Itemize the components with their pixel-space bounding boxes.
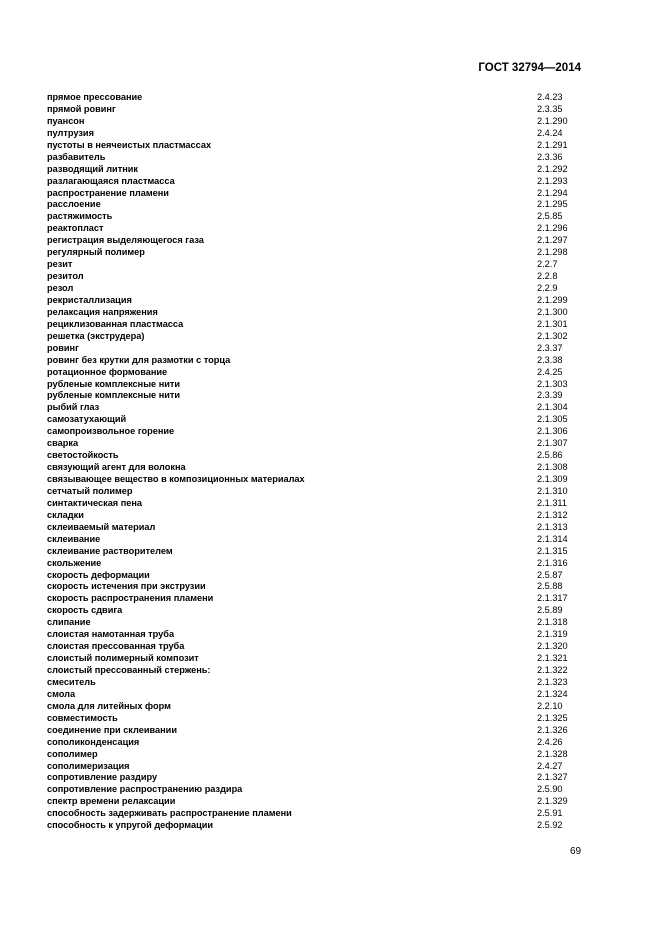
index-ref: 2.1.302 <box>537 330 568 341</box>
index-entry <box>47 689 587 701</box>
index-ref: 2.1.304 <box>537 402 568 413</box>
index-ref: 2.1.329 <box>537 796 568 807</box>
index-term: разбавитель <box>47 151 106 162</box>
index-ref: 2.3.38 <box>537 354 563 365</box>
index-entry <box>47 617 587 629</box>
index-entry <box>47 343 587 355</box>
index-ref: 2.1.317 <box>537 593 568 604</box>
index-entry <box>47 522 587 534</box>
index-entry <box>47 283 587 295</box>
index-entry <box>47 605 587 617</box>
index-ref: 2.1.291 <box>537 139 568 150</box>
index-ref: 2.1.324 <box>537 688 568 699</box>
index-ref: 2.5.88 <box>537 581 563 592</box>
index-term: разводящий литник <box>47 163 138 174</box>
index-entry <box>47 367 587 379</box>
index-entry <box>47 211 587 223</box>
index-term: скольжение <box>47 557 102 568</box>
index-term: решетка (экструдера) <box>47 330 145 341</box>
index-entry <box>47 784 587 796</box>
index-term: сварка <box>47 438 79 449</box>
index-ref: 2.1.309 <box>537 474 568 484</box>
index-term: слоистая намотанная труба <box>47 629 175 640</box>
index-term: сополимер <box>47 748 98 759</box>
index-term: скорость распространения пламени <box>47 593 214 604</box>
index-term: пултрузия <box>47 127 94 138</box>
index-entry <box>47 390 587 402</box>
index-entry <box>47 761 587 773</box>
index-ref: 2.5.85 <box>537 211 563 222</box>
index-term: рубленые комплексные нити <box>47 378 181 389</box>
index-term: прямое прессование <box>47 92 143 102</box>
index-term: способность задерживать распространение пламени <box>47 808 292 819</box>
index-ref: 2.1.319 <box>537 629 568 640</box>
index-entry <box>47 426 587 438</box>
index-ref: 2.1.328 <box>537 748 568 759</box>
index-term: распространение пламени <box>47 187 169 198</box>
index-entry <box>47 355 587 367</box>
index-ref: 2.2.8 <box>537 271 558 282</box>
index-term: слоистый прессованный стержень: <box>47 665 211 675</box>
index-term: рекристаллизация <box>47 294 132 305</box>
index-ref: 2.3.36 <box>537 151 563 162</box>
index-entry <box>47 164 587 176</box>
index-term: самопроизвольное горение <box>47 426 175 437</box>
index-term: слипание <box>47 617 91 628</box>
index-entry <box>47 498 587 510</box>
index-ref: 2.4.23 <box>537 92 563 102</box>
index-entry <box>47 199 587 211</box>
index-entry <box>47 319 587 331</box>
index-term: склеивание растворителем <box>47 545 173 556</box>
index-entry <box>47 581 587 593</box>
index-ref: 2.1.305 <box>537 414 568 425</box>
index-term: смола для литейных форм <box>47 700 171 711</box>
index-term: склеиваемый материал <box>47 521 156 532</box>
index-ref: 2.5.92 <box>537 820 563 831</box>
index-entry <box>47 534 587 546</box>
index-term: скорость сдвига <box>47 605 123 616</box>
index-entry <box>47 796 587 808</box>
index-term: пуансон <box>47 115 85 126</box>
index-entry <box>47 772 587 784</box>
index-entry <box>47 725 587 737</box>
index-ref: 2.3.35 <box>537 103 563 114</box>
index-entry <box>47 116 587 128</box>
index-ref: 2.1.323 <box>537 676 568 687</box>
index-term: складки <box>47 509 84 520</box>
index-entry <box>47 665 587 677</box>
index-entry <box>47 402 587 414</box>
index-term: связующий агент для волокна <box>47 462 186 473</box>
index-ref: 2.1.306 <box>537 426 568 437</box>
index-entry <box>47 438 587 450</box>
index-entry <box>47 701 587 713</box>
index-term: прямой ровинг <box>47 103 116 114</box>
document-header: ГОСТ 32794—2014 <box>478 62 581 74</box>
index-term: сетчатый полимер <box>47 485 133 496</box>
index-term: смола <box>47 688 76 699</box>
index-ref: 2.5.90 <box>537 784 563 795</box>
index-term: регулярный полимер <box>47 247 145 258</box>
index-term: ротационное формование <box>47 366 168 377</box>
index-term: светостойкость <box>47 450 119 461</box>
index-entry <box>47 510 587 522</box>
index-ref: 2.1.321 <box>537 653 568 664</box>
index-ref: 2.1.313 <box>537 521 568 532</box>
index-term: пустоты в неячеистых пластмассах <box>47 139 212 150</box>
index-term: сопротивление распространению раздира <box>47 784 243 795</box>
index-term: разлагающаяся пластмасса <box>47 175 175 186</box>
index-ref: 2.1.293 <box>537 175 568 186</box>
index-ref: 2.1.300 <box>537 306 568 317</box>
index-entry <box>47 641 587 653</box>
index-ref: 2.1.298 <box>537 247 568 258</box>
index-entry <box>47 152 587 164</box>
index-ref: 2.1.301 <box>537 318 568 329</box>
index-term: ровинг <box>47 342 79 353</box>
index-term: сополимеризация <box>47 760 130 771</box>
index-ref: 2.1.322 <box>537 665 568 675</box>
index-term: самозатухающий <box>47 414 127 425</box>
index-ref: 2.4.24 <box>537 127 563 138</box>
index-entry <box>47 474 587 486</box>
index-ref: 2.1.311 <box>537 497 567 508</box>
index-ref: 2.1.312 <box>537 509 568 520</box>
index-entry <box>47 271 587 283</box>
index-term: ровинг без крутки для размотки с торца <box>47 354 231 365</box>
index-ref: 2.1.303 <box>537 378 568 389</box>
index-ref: 2.4.26 <box>537 736 563 747</box>
index-ref: 2.3.39 <box>537 390 563 401</box>
index-ref: 2.1.297 <box>537 235 568 246</box>
index-entry <box>47 677 587 689</box>
index-entry <box>47 140 587 152</box>
index-entry <box>47 92 587 104</box>
index-ref: 2.1.307 <box>537 438 568 449</box>
index-entry <box>47 307 587 319</box>
index-ref: 2.1.325 <box>537 712 568 723</box>
index-entry <box>47 653 587 665</box>
index-term: сопротивление раздиру <box>47 772 158 783</box>
index-term: способность к упругой деформации <box>47 820 214 831</box>
index-ref: 2.4.27 <box>537 760 563 771</box>
index-ref: 2.5.89 <box>537 605 563 616</box>
index-ref: 2.4.25 <box>537 366 563 377</box>
index-term: растяжимость <box>47 211 113 222</box>
index-ref: 2.1.292 <box>537 163 568 174</box>
index-ref: 2.1.327 <box>537 772 568 783</box>
index-term: спектр времени релаксации <box>47 796 176 807</box>
index-ref: 2.1.294 <box>537 187 568 198</box>
index-term: связывающее вещество в композиционных материалах <box>47 474 305 484</box>
index-ref: 2.1.318 <box>537 617 568 628</box>
index-term: регистрация выделяющегося газа <box>47 235 204 246</box>
index-entry <box>47 570 587 582</box>
index-term: скорость деформации <box>47 569 150 580</box>
index-entry <box>47 749 587 761</box>
index-ref: 2.1.295 <box>537 199 568 210</box>
index-ref: 2.1.299 <box>537 294 568 305</box>
index-ref: 2.5.87 <box>537 569 563 580</box>
index-ref: 2.1.326 <box>537 724 568 735</box>
index-ref: 2.1.314 <box>537 533 568 544</box>
page-number: 69 <box>570 846 582 857</box>
index-entry <box>47 331 587 343</box>
index-term: рыбий глаз <box>47 402 100 413</box>
index-term: резит <box>47 259 73 270</box>
index-ref: 2.3.37 <box>537 342 563 353</box>
index-entry <box>47 593 587 605</box>
index-term: скорость истечения при экструзии <box>47 581 206 592</box>
index-entry <box>47 247 587 259</box>
index-entry <box>47 713 587 725</box>
index-entry <box>47 629 587 641</box>
index-term: резол <box>47 283 74 293</box>
index-term: реактопласт <box>47 223 104 234</box>
index-term: рециклизованная пластмасса <box>47 318 184 329</box>
index-ref: 2.1.320 <box>537 641 568 652</box>
index-ref: 2.5.91 <box>537 808 563 819</box>
index-entry <box>47 379 587 391</box>
index-entry <box>47 820 587 832</box>
index-term: склеивание <box>47 533 101 544</box>
index-term: слоистая прессованная труба <box>47 641 185 652</box>
index-term: совместимость <box>47 712 118 723</box>
index-entries-list <box>47 92 587 832</box>
index-ref: 2.1.308 <box>537 462 568 473</box>
index-term: слоистый полимерный композит <box>47 653 199 664</box>
index-term: расслоение <box>47 199 101 210</box>
index-entry <box>47 259 587 271</box>
index-term: рубленые комплексные нити <box>47 390 181 401</box>
index-term: сополиконденсация <box>47 736 140 747</box>
index-entry <box>47 450 587 462</box>
index-term: релаксация напряжения <box>47 306 158 317</box>
index-term: резитол <box>47 271 84 282</box>
index-ref: 2.1.310 <box>537 485 568 496</box>
index-ref: 2.1.296 <box>537 223 568 234</box>
index-entry <box>47 295 587 307</box>
index-entry <box>47 188 587 200</box>
index-term: соединение при склеивании <box>47 724 177 735</box>
index-entry <box>47 558 587 570</box>
index-entry <box>47 546 587 558</box>
index-entry <box>47 223 587 235</box>
index-ref: 2.2.7 <box>537 259 558 270</box>
index-ref: 2.1.290 <box>537 115 568 126</box>
index-term: синтактическая пена <box>47 497 143 508</box>
index-ref: 2.5.86 <box>537 450 563 461</box>
index-entry <box>47 737 587 749</box>
index-term: смеситель <box>47 676 96 687</box>
index-entry <box>47 176 587 188</box>
index-entry <box>47 128 587 140</box>
index-ref: 2.2.9 <box>537 283 558 293</box>
index-entry <box>47 808 587 820</box>
index-entry <box>47 235 587 247</box>
index-entry <box>47 414 587 426</box>
index-entry <box>47 486 587 498</box>
index-ref: 2.1.316 <box>537 557 568 568</box>
index-ref: 2.2.10 <box>537 700 563 711</box>
index-entry <box>47 104 587 116</box>
index-ref: 2.1.315 <box>537 545 568 556</box>
index-entry <box>47 462 587 474</box>
